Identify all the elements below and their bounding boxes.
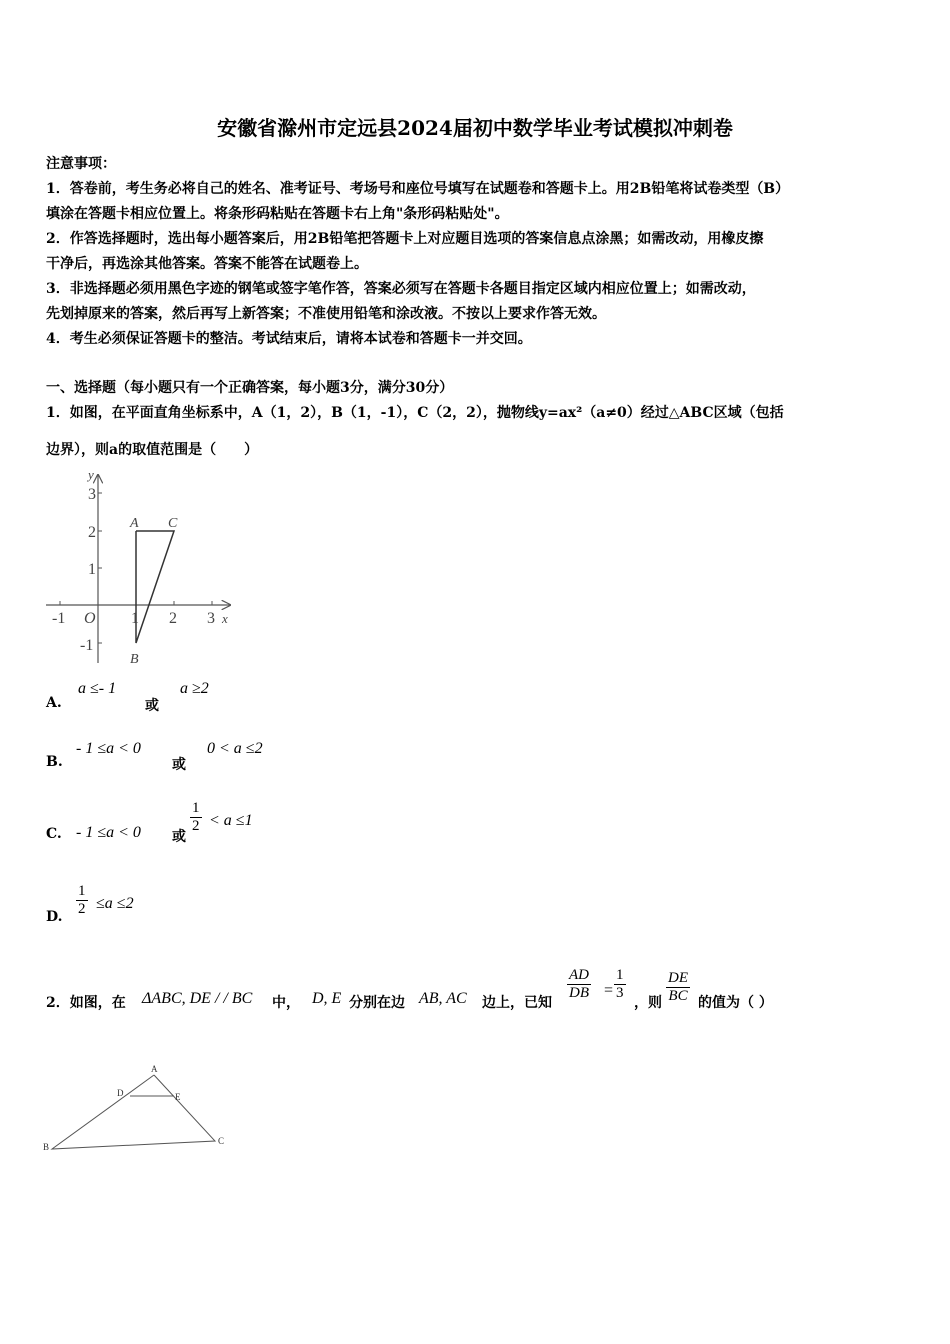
option-a-right: a ≥2: [180, 680, 209, 697]
coordinate-graph: [40, 463, 240, 673]
fraction-denominator: DB: [569, 985, 589, 1001]
option-a-left: a ≤- 1: [78, 680, 117, 697]
option-d-right: ≤a ≤2: [96, 895, 134, 912]
notice-line: 先划掉原来的答案，然后再写上新答案；不准使用铅笔和涂改液。不按以上要求作答无效。: [46, 306, 606, 322]
question-1-stem-cont: 边界），则a的取值范围是（ ）: [46, 442, 259, 458]
option-a-or: 或: [145, 698, 159, 714]
vertex-label-d: D: [117, 1088, 124, 1098]
option-c-label: C.: [46, 826, 62, 842]
equals-sign: =: [604, 982, 614, 999]
page-title: 安徽省滁州市定远县2024届初中数学毕业考试模拟冲刺卷: [217, 116, 733, 140]
point-label-c: C: [168, 516, 178, 531]
fraction-numerator: DE: [668, 970, 688, 986]
triangle-figure: [40, 1060, 240, 1160]
option-c-or: 或: [172, 829, 186, 845]
question-2-prefix: 2．如图，在: [46, 995, 126, 1011]
fraction-denominator: 2: [192, 818, 200, 834]
option-b-left: - 1 ≤a < 0: [76, 740, 141, 757]
question-2-text: 中，: [272, 995, 300, 1011]
question-2-condition: AB, AC: [419, 990, 467, 1007]
notice-heading: 注意事项：: [46, 156, 116, 172]
option-b-label: B.: [46, 754, 63, 770]
notice-line: 3．非选择题必须用黑色字迹的钢笔或签字笔作答，答案必须写在答题卡各题目指定区域内相应位置上；如需改动，: [46, 281, 756, 297]
ratio-ad-db: [567, 967, 591, 1002]
fraction-denominator: BC: [666, 987, 690, 1005]
y-tick-label: 3: [88, 486, 96, 503]
notice-line: 2．作答选择题时，选出每小题答案后，用2B铅笔把答题卡上对应题目选项的答案信息点涂黑；如需改动，用橡皮擦: [46, 231, 764, 247]
option-d-fraction: [76, 883, 88, 918]
option-a-label: A.: [46, 695, 62, 711]
x-tick-label: -1: [52, 610, 66, 627]
notice-line: 4．考生必须保证答题卡的整洁。考试结束后，请将本试卷和答题卡一并交回。: [46, 331, 532, 347]
fraction-numerator: 1: [616, 967, 624, 983]
x-axis-label: x: [222, 611, 228, 626]
fraction-numerator: AD: [569, 967, 589, 983]
origin-label: O: [84, 610, 96, 627]
option-c-left: - 1 ≤a < 0: [76, 824, 141, 841]
vertex-label-a: A: [151, 1064, 158, 1074]
y-axis-label: y: [88, 467, 94, 482]
notice-line: 干净后，再选涂其他答案。答案不能答在试题卷上。: [46, 256, 368, 272]
question-2-suffix: 的值为（ ）: [698, 995, 773, 1011]
question-2-text: 边上，已知: [482, 995, 552, 1011]
option-c-fraction: [190, 800, 202, 835]
x-tick-label: 2: [169, 610, 177, 627]
question-2-text: ，则: [634, 995, 662, 1011]
fraction-denominator: 2: [78, 901, 86, 917]
x-tick-label: 1: [131, 610, 139, 627]
fraction-numerator: 1: [192, 800, 200, 816]
question-2-text: 分别在边: [349, 995, 405, 1011]
option-b-right: 0 < a ≤2: [207, 740, 263, 757]
y-tick-label: 1: [88, 561, 96, 578]
option-d-label: D.: [46, 909, 63, 925]
fraction-denominator: 3: [616, 985, 624, 1001]
question-2-condition: D, E: [312, 990, 342, 1007]
section-heading: 一、选择题（每小题只有一个正确答案，每小题3分，满分30分）: [46, 380, 454, 396]
y-tick-label: -1: [80, 637, 94, 654]
point-label-b: B: [130, 652, 139, 667]
vertex-label-e: E: [175, 1092, 181, 1102]
y-tick-label: 2: [88, 524, 96, 541]
vertex-label-b: B: [43, 1142, 50, 1152]
ratio-de-bc: [666, 970, 690, 1005]
triangle-abc-outline: [52, 1075, 215, 1149]
question-2-condition: ΔABC, DE / / BC: [142, 990, 253, 1007]
notice-line: 填涂在答题卡相应位置上。将条形码粘贴在答题卡右上角"条形码粘贴处"。: [46, 206, 509, 222]
notice-line: 1．答卷前，考生务必将自己的姓名、准考证号、考场号和座位号填写在试题卷和答题卡上。用2B铅笔将试卷类型（B）: [46, 181, 790, 197]
option-c-right: < a ≤1: [209, 812, 253, 829]
x-tick-label: 3: [207, 610, 215, 627]
point-label-a: A: [130, 516, 139, 531]
ratio-one-third: [614, 967, 626, 1002]
fraction-numerator: 1: [78, 883, 86, 899]
option-b-or: 或: [172, 757, 186, 773]
question-1-stem: 1．如图，在平面直角坐标系中，A（1，2），B（1，-1），C（2，2），抛物线y=ax²（a≠0）经过△ABC区域（包括: [46, 405, 784, 421]
vertex-label-c: C: [218, 1136, 225, 1146]
